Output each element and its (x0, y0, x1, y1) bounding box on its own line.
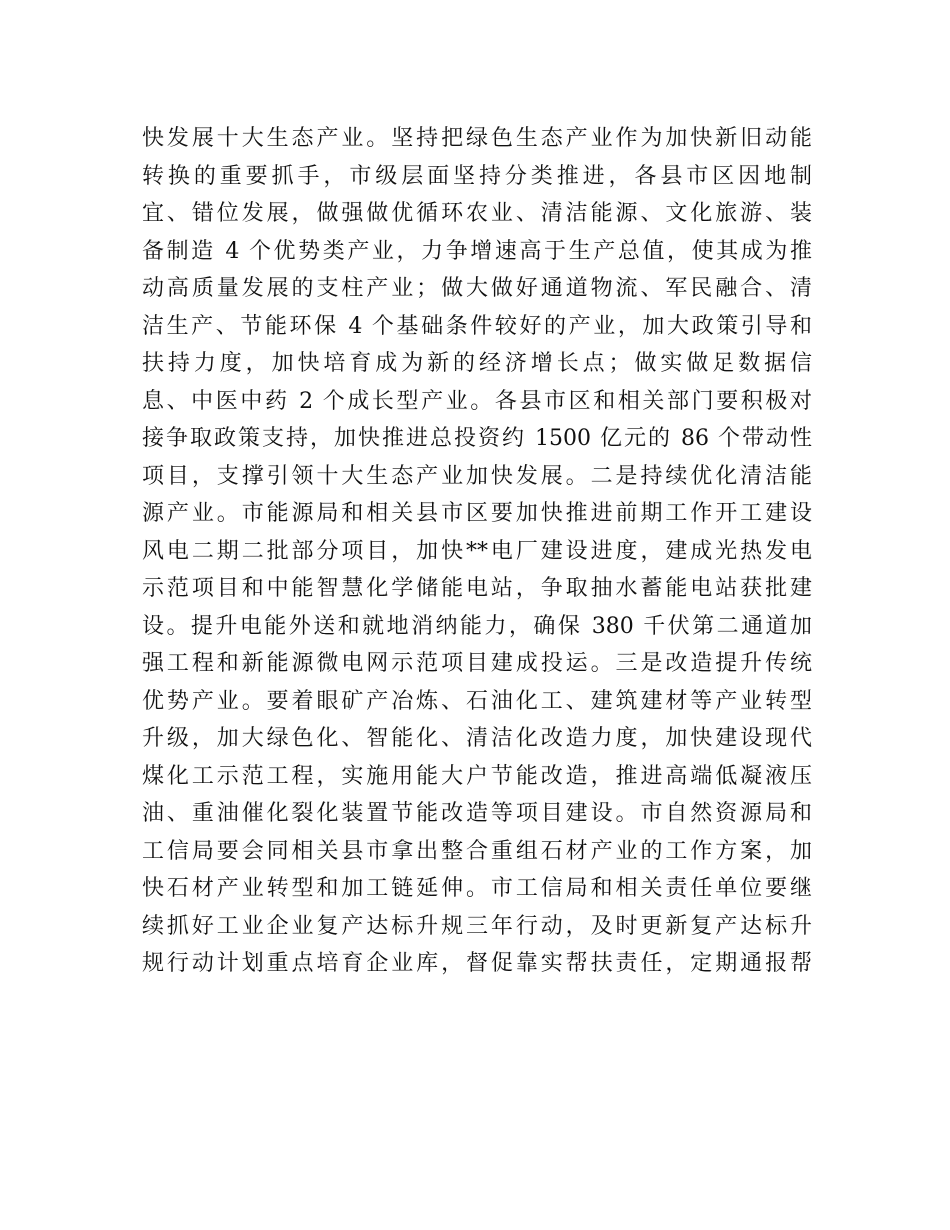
text-line: 快发展十大生态产业。坚持把绿色生态产业作为加快新旧动能 (142, 126, 812, 151)
text-line: 源产业。市能源局和相关县市区要加快推进前期工作开工建设 (142, 501, 812, 526)
body-paragraph (142, 120, 812, 983)
text-line: 示范项目和中能智慧化学储能电站，争取抽水蓄能电站获批建 (142, 576, 812, 601)
text-line: 优势产业。要着眼矿产冶炼、石油化工、建筑建材等产业转型 (142, 688, 812, 714)
text-line: 风电二期二批部分项目，加快**电厂建设进度，建成光热发电 (142, 538, 812, 564)
text-line: 接争取政策支持，加快推进总投资约 1500 亿元的 86 个带动性 (142, 426, 812, 451)
text-line: 续抓好工业企业复产达标升规三年行动，及时更新复产达标升 (142, 913, 812, 939)
text-line: 工信局要会同相关县市拿出整合重组石材产业的工作方案，加 (142, 838, 812, 864)
text-line: 油、重油催化裂化装置节能改造等项目建设。市自然资源局和 (142, 801, 812, 826)
text-line: 设。提升电能外送和就地消纳能力，确保 380 千伏第二通道加 (142, 613, 812, 639)
text-line: 煤化工示范工程，实施用能大户节能改造，推进高端低凝液压 (142, 763, 812, 789)
text-line: 备制造 4 个优势类产业，力争增速高于生产总值，使其成为推 (142, 238, 812, 264)
text-line: 快石材产业转型和加工链延伸。市工信局和相关责任单位要继 (142, 876, 812, 901)
text-line: 宜、错位发展，做强做优循环农业、清洁能源、文化旅游、装 (142, 201, 812, 226)
text-line: 升级，加大绿色化、智能化、清洁化改造力度，加快建设现代 (142, 726, 812, 751)
text-line: 转换的重要抓手，市级层面坚持分类推进，各县市区因地制 (142, 163, 812, 189)
text-line: 息、中医中药 2 个成长型产业。各县市区和相关部门要积极对 (142, 388, 812, 414)
text-line: 扶持力度，加快培育成为新的经济增长点；做实做足数据信 (142, 351, 812, 376)
text-line: 项目，支撑引领十大生态产业加快发展。二是持续优化清洁能 (142, 463, 812, 489)
text-line: 规行动计划重点培育企业库，督促靠实帮扶责任，定期通报帮 (142, 951, 812, 976)
text-line: 动高质量发展的支柱产业；做大做好通道物流、军民融合、清 (142, 276, 812, 301)
text-line: 洁生产、节能环保 4 个基础条件较好的产业，加大政策引导和 (142, 313, 812, 339)
text-line: 强工程和新能源微电网示范项目建成投运。三是改造提升传统 (142, 651, 812, 676)
